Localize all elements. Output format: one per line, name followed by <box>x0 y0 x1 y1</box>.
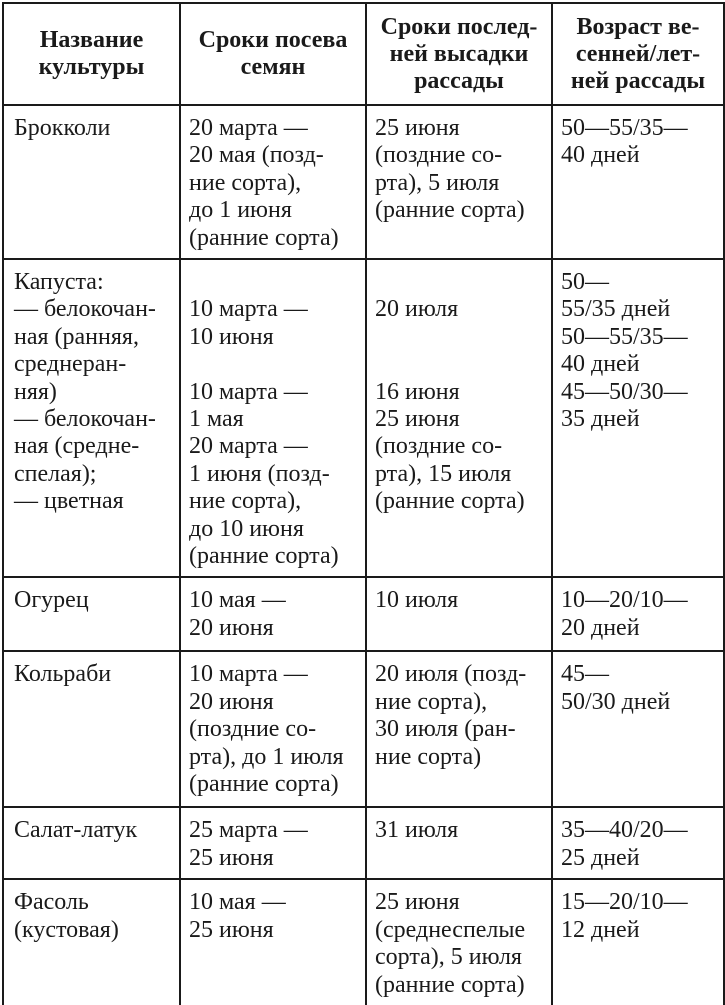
sowing-cell: 10 мая — 20 июня <box>180 577 366 651</box>
planting-cell: 20 июля 16 июня 25 июня (поздние со- рта), 15 июля (ранние сорта) <box>366 259 552 577</box>
age-cell: 10—20/10— 20 дней <box>552 577 724 651</box>
sowing-cell: 10 мая — 25 июня <box>180 879 366 1005</box>
planting-cell: 10 июля <box>366 577 552 651</box>
planting-cell: 25 июня (поздние со- рта), 5 июля (ранние сорта) <box>366 105 552 259</box>
table-row <box>3 807 724 879</box>
sowing-cell: 10 марта — 10 июня 10 марта — 1 мая 20 марта — 1 июня (позд- ние сорта), до 10 июня (ранние сорта) <box>180 259 366 577</box>
crop-name-cell: Капуста: — белокочан- ная (ранняя, среднеран- няя) — белокочан- ная (средне- спелая); — цветная <box>3 259 180 577</box>
table-row <box>3 577 724 651</box>
crop-name-cell: Салат-латук <box>3 807 180 879</box>
sowing-cell: 25 марта — 25 июня <box>180 807 366 879</box>
sowing-cell: 10 марта — 20 июня (поздние со- рта), до 1 июля (ранние сорта) <box>180 651 366 807</box>
header-sowing-dates: Сроки посева семян <box>180 3 366 105</box>
sowing-cell: 20 марта — 20 мая (позд- ние сорта), до 1 июня (ранние сорта) <box>180 105 366 259</box>
age-cell: 50—55/35— 40 дней <box>552 105 724 259</box>
planting-cell: 31 июля <box>366 807 552 879</box>
header-last-planting-dates: Сроки послед- ней высадки рассады <box>366 3 552 105</box>
age-cell: 45— 50/30 дней <box>552 651 724 807</box>
table-row <box>3 105 724 259</box>
crop-name-cell: Брокколи <box>3 105 180 259</box>
crop-name-cell: Огурец <box>3 577 180 651</box>
age-cell: 15—20/10— 12 дней <box>552 879 724 1005</box>
table-row <box>3 879 724 1005</box>
planting-cell: 25 июня (среднеспелые сорта), 5 июля (ранние сорта) <box>366 879 552 1005</box>
table-row <box>3 259 724 577</box>
table-row <box>3 651 724 807</box>
crop-name-cell: Фасоль (кустовая) <box>3 879 180 1005</box>
planting-schedule-table <box>2 2 725 1005</box>
crop-name-cell: Кольраби <box>3 651 180 807</box>
header-crop-name: Название культуры <box>3 3 180 105</box>
table-header-row <box>3 3 724 105</box>
planting-cell: 20 июля (позд- ние сорта), 30 июля (ран- ние сорта) <box>366 651 552 807</box>
age-cell: 35—40/20— 25 дней <box>552 807 724 879</box>
age-cell: 50— 55/35 дней 50—55/35— 40 дней 45—50/30— 35 дней <box>552 259 724 577</box>
header-seedling-age: Возраст ве- сенней/лет- ней рассады <box>552 3 724 105</box>
